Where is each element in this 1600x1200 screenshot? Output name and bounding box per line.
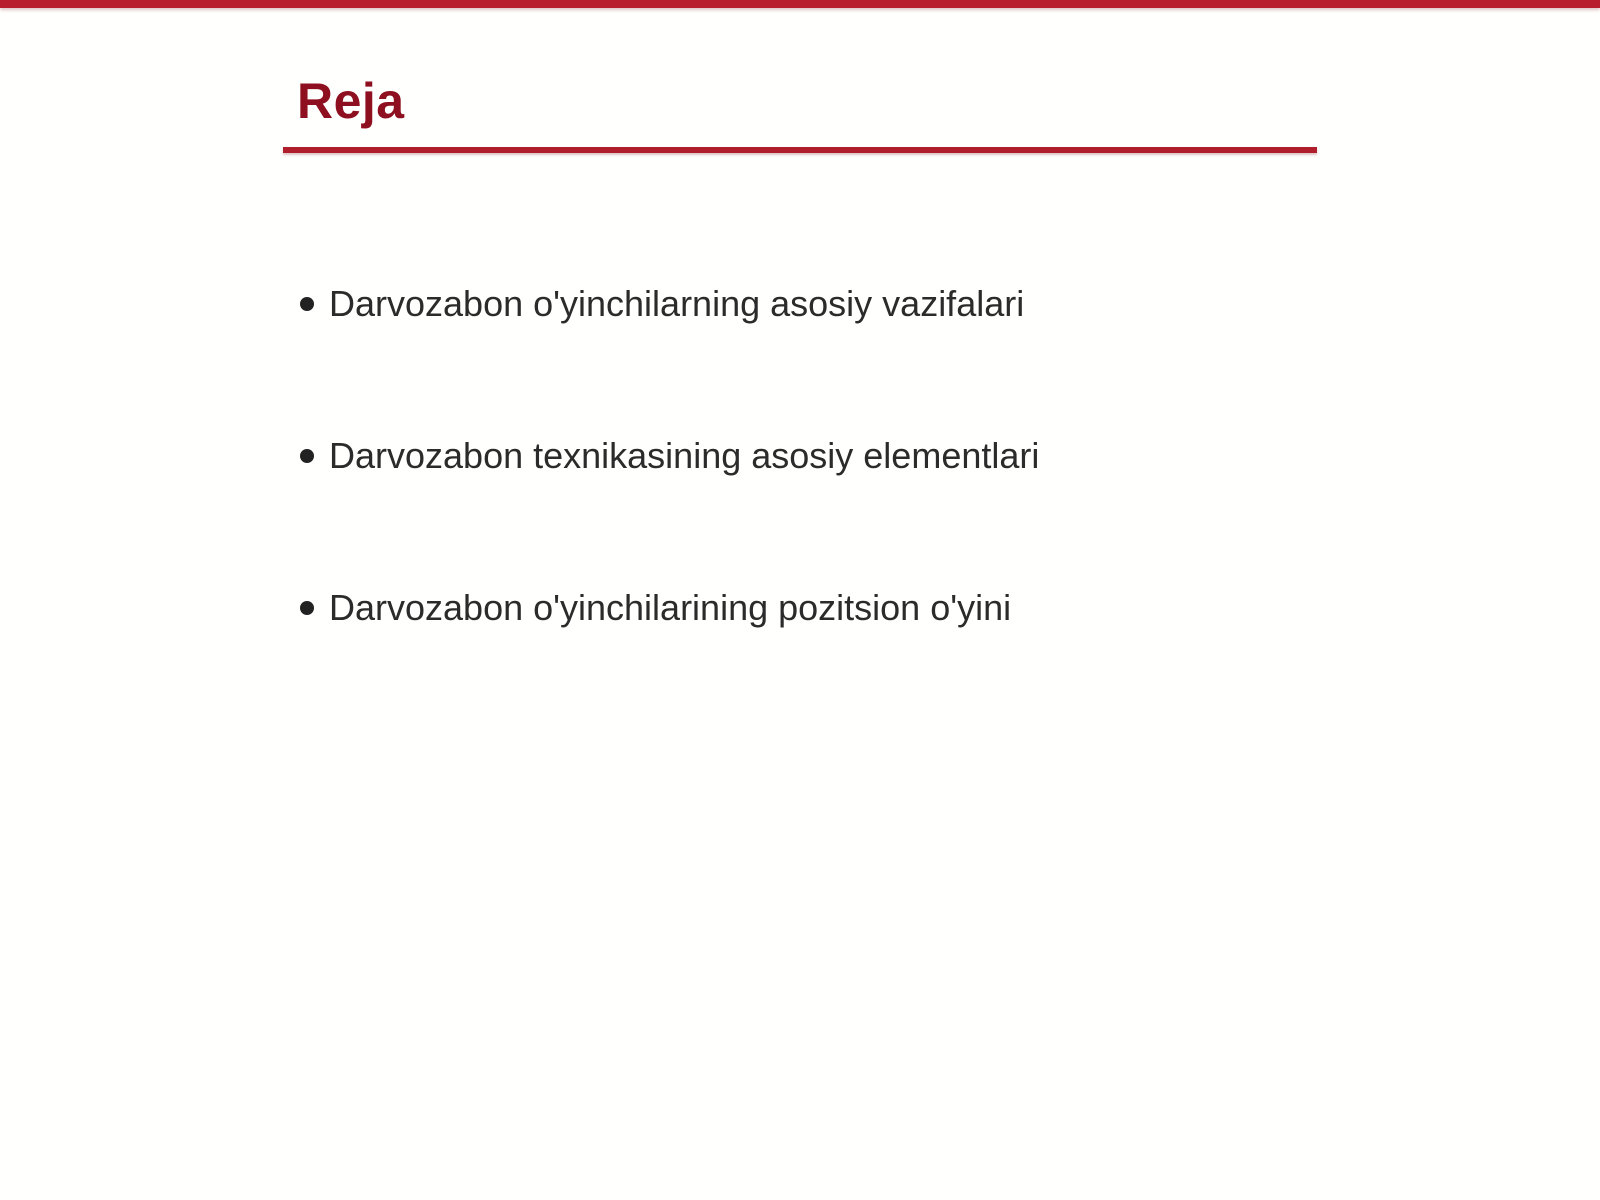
bullet-text: Darvozabon o'yinchilarining pozitsion o'yini <box>329 587 1012 628</box>
bullet-icon <box>300 297 314 311</box>
bullet-text: Darvozabon o'yinchilarning asosiy vazifalari <box>329 283 1025 324</box>
top-accent-bar <box>0 0 1600 8</box>
bullet-text: Darvozabon texnikasining asosiy elementlari <box>329 435 1040 476</box>
list-item <box>300 430 1039 482</box>
list-item <box>300 278 1039 330</box>
list-item <box>300 582 1039 634</box>
bullet-icon <box>300 601 314 615</box>
slide-title: Reja <box>297 73 405 129</box>
bullet-list <box>300 278 1039 734</box>
title-underline <box>283 147 1317 153</box>
bullet-icon <box>300 449 314 463</box>
